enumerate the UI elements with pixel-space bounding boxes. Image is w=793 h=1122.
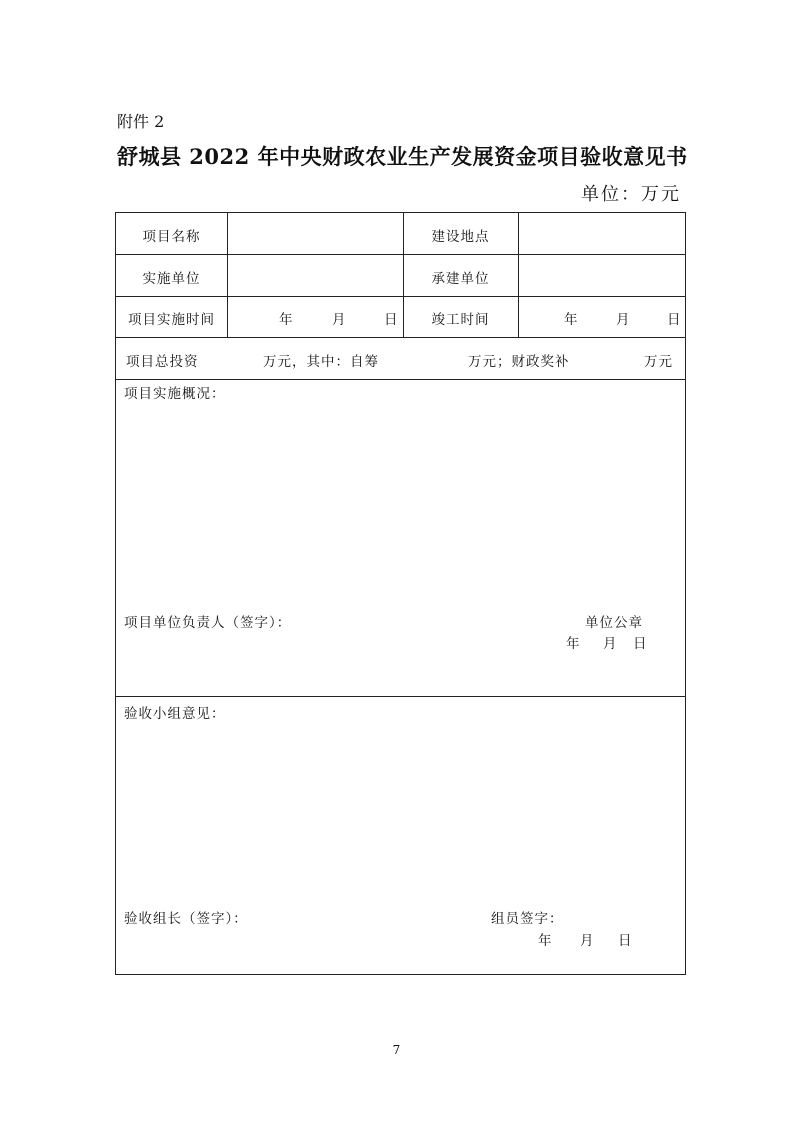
impl-unit-field[interactable] — [228, 255, 403, 296]
impl-time-label: 项目实施时间 — [128, 312, 215, 328]
overview-text-area[interactable] — [124, 403, 677, 603]
investment-subsidy-text: 万元；财政奖补 — [468, 354, 570, 370]
day-text: 日 — [667, 312, 682, 328]
unit-seal-label: 单位公章 — [585, 615, 643, 631]
opinion-date-day: 日 — [618, 933, 633, 949]
opinion-date-year: 年 — [538, 933, 553, 949]
completion-time-label: 竣工时间 — [431, 312, 490, 328]
impl-unit-label: 实施单位 — [142, 271, 201, 287]
contractor-field[interactable] — [519, 255, 685, 296]
acceptance-opinion-text-area[interactable] — [124, 725, 677, 895]
page-number: 7 — [392, 1043, 401, 1057]
month-text: 月 — [616, 312, 631, 328]
year-text: 年 — [564, 312, 579, 328]
row-divider — [116, 696, 685, 697]
overview-label: 项目实施概况： — [124, 386, 226, 402]
opinion-date-month: 月 — [580, 933, 595, 949]
overview-date-year: 年 — [566, 636, 581, 652]
unit-label: 单位：万元 — [581, 184, 681, 205]
overview-date-day: 日 — [633, 636, 648, 652]
row-divider — [116, 379, 685, 380]
location-label: 建设地点 — [431, 229, 490, 245]
project-name-label: 项目名称 — [142, 229, 201, 245]
group-leader-signature-label: 验收组长（签字）： — [124, 911, 248, 927]
project-leader-signature-label: 项目单位负责人（签字）： — [124, 615, 292, 631]
contractor-label: 承建单位 — [431, 271, 490, 287]
overview-date-month: 月 — [603, 636, 618, 652]
impl-time-field[interactable] — [228, 297, 403, 337]
investment-self-raised-text: 万元，其中：自筹 — [263, 354, 379, 370]
member-signature-label: 组员签字： — [491, 911, 564, 927]
total-investment-label: 项目总投资 — [126, 354, 199, 370]
month-text: 月 — [332, 312, 347, 328]
day-text: 日 — [384, 312, 399, 328]
acceptance-opinion-label: 验收小组意见： — [124, 706, 226, 722]
completion-time-field[interactable] — [519, 297, 685, 337]
acceptance-form-table — [115, 212, 686, 975]
row-divider — [116, 337, 685, 338]
location-field[interactable] — [519, 213, 685, 254]
document-title: 舒城县 2022 年中央财政农业生产发展资金项目验收意见书 — [117, 144, 688, 169]
attachment-label: 附件 2 — [117, 112, 165, 131]
year-text: 年 — [279, 312, 294, 328]
project-name-field[interactable] — [228, 213, 403, 254]
investment-unit-text: 万元 — [644, 354, 673, 370]
